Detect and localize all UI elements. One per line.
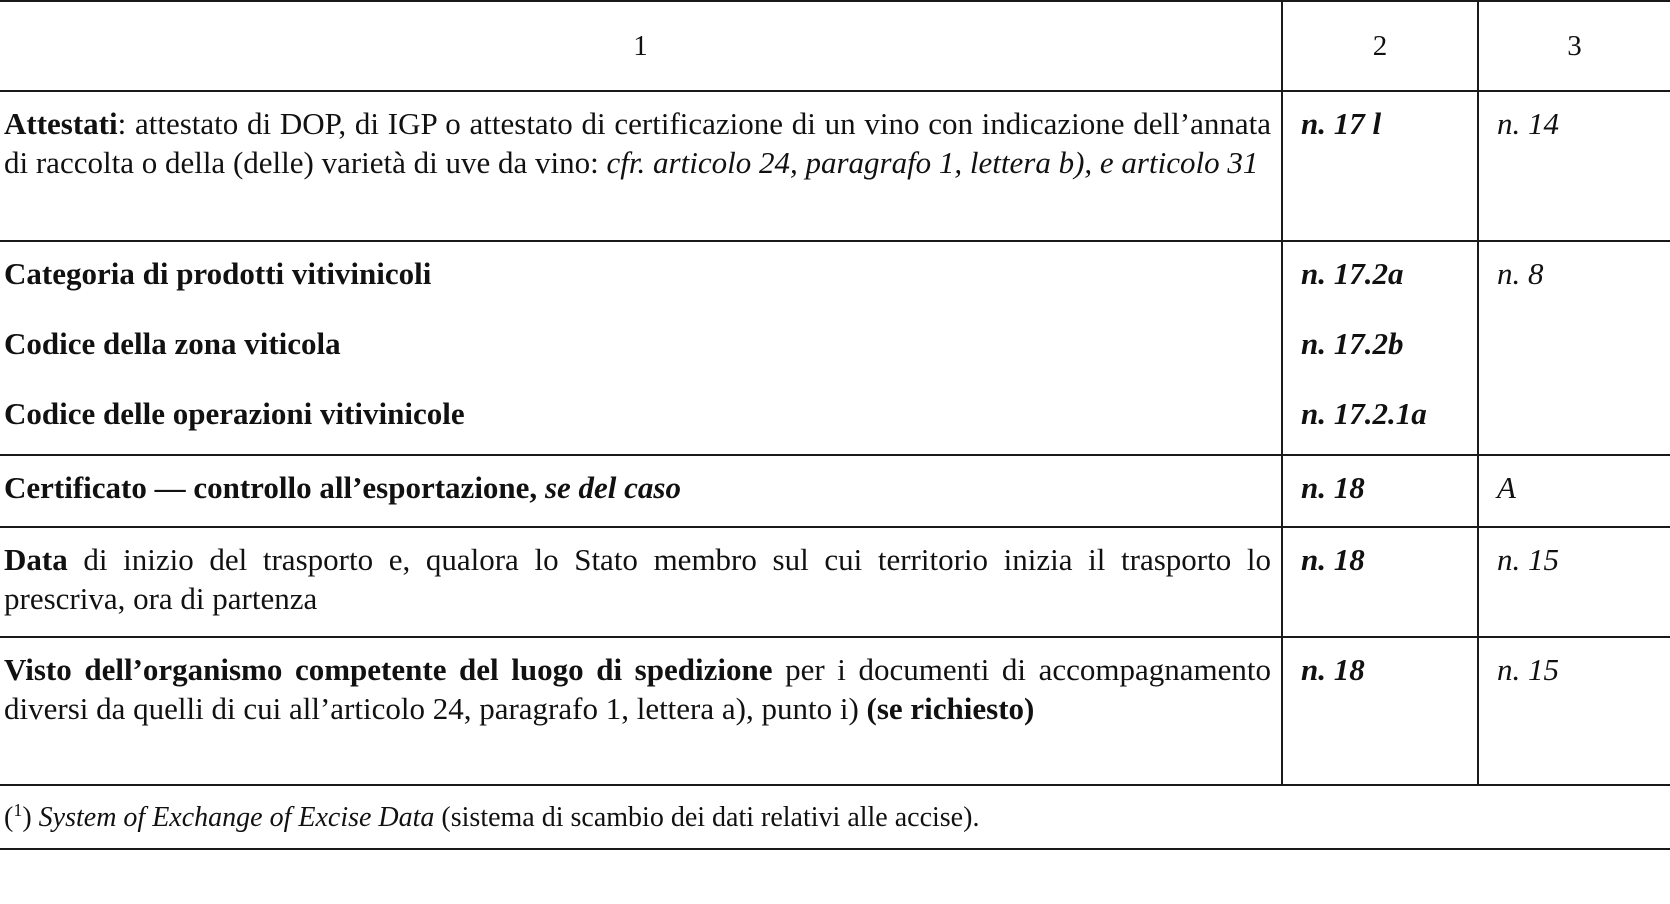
row-text: di inizio del trasporto e, qualora lo Stato membro sul cui territorio inizia il trasporto lo prescriva, ora di partenza xyxy=(4,542,1271,616)
row-col3 xyxy=(1478,91,1670,241)
row-col3 xyxy=(1478,241,1670,455)
footnote-italic-term: System of Exchange of Excise Data xyxy=(38,802,435,833)
bottom-rule xyxy=(0,848,1670,850)
table-row-attestati xyxy=(0,91,1670,241)
row-line-categoria: Categoria di prodotti vitivinicoli xyxy=(4,256,432,291)
column-number-2: 2 xyxy=(1282,1,1478,91)
row-text: : attestato di DOP, di IGP o attestato di certificazione di un vino con indicazione dell’annata di raccolta o della (delle) varietà di uve da vino: xyxy=(4,106,1271,180)
table-row-visto xyxy=(0,637,1670,785)
col3-value: A xyxy=(1497,470,1516,505)
row-col3 xyxy=(1478,637,1670,785)
footnote xyxy=(4,790,979,838)
row-line-codice-zona: Codice della zona viticola xyxy=(4,326,341,361)
col2-value: n. 18 xyxy=(1301,470,1365,505)
row-col2 xyxy=(1282,455,1478,527)
column-number-1: 1 xyxy=(0,1,1282,91)
row-description xyxy=(0,455,1282,527)
footnote-paren-open: ( xyxy=(4,802,14,833)
table-row-data xyxy=(0,527,1670,637)
footnote-paren-close: ) xyxy=(22,802,32,833)
table-header-row xyxy=(0,1,1670,91)
col2-value: n. 17.2b xyxy=(1301,326,1404,361)
row-col3 xyxy=(1478,455,1670,527)
row-col2 xyxy=(1282,241,1478,455)
row-description xyxy=(0,527,1282,637)
row-col2 xyxy=(1282,527,1478,637)
row-label: Attestati xyxy=(4,106,118,141)
row-text-bold-italic: se del caso xyxy=(537,470,681,505)
col3-value: n. 14 xyxy=(1497,106,1559,141)
row-line-codice-operazioni: Codice delle operazioni vitivinicole xyxy=(4,396,465,431)
row-description xyxy=(0,637,1282,785)
col3-value: n. 15 xyxy=(1497,542,1559,577)
col3-value: n. 8 xyxy=(1497,256,1544,291)
table-row-certificato xyxy=(0,455,1670,527)
col2-value: n. 17.2a xyxy=(1301,256,1404,291)
col2-value: n. 17 l xyxy=(1301,106,1382,141)
column-number-3: 3 xyxy=(1478,1,1670,91)
col3-value: n. 15 xyxy=(1497,652,1559,687)
row-description xyxy=(0,91,1282,241)
row-tail-bold: (se richiesto) xyxy=(866,691,1035,726)
row-text: per i documenti di accompagnamento diversi da quelli di cui all’articolo 24, paragrafo 1, lettera a), punto i) xyxy=(4,652,1272,726)
row-label: Visto dell’organismo competente del luogo di spedizione xyxy=(4,652,773,687)
row-label: Data xyxy=(4,542,68,577)
row-text-italic: cfr. articolo 24, paragrafo 1, lettera b), e articolo 31 xyxy=(606,145,1259,180)
col2-value: n. 17.2.1a xyxy=(1301,396,1427,431)
footnote-text: (sistema di scambio dei dati relativi alle accise). xyxy=(434,802,980,833)
row-label: Certificato — controllo all’esportazione, xyxy=(4,470,538,505)
col2-value: n. 18 xyxy=(1301,652,1365,687)
row-col2 xyxy=(1282,637,1478,785)
col2-value: n. 18 xyxy=(1301,542,1365,577)
row-col3 xyxy=(1478,527,1670,637)
row-description xyxy=(0,241,1282,455)
table-row-categoria xyxy=(0,241,1670,455)
row-col2 xyxy=(1282,91,1478,241)
footnote-marker: 1 xyxy=(13,800,23,820)
